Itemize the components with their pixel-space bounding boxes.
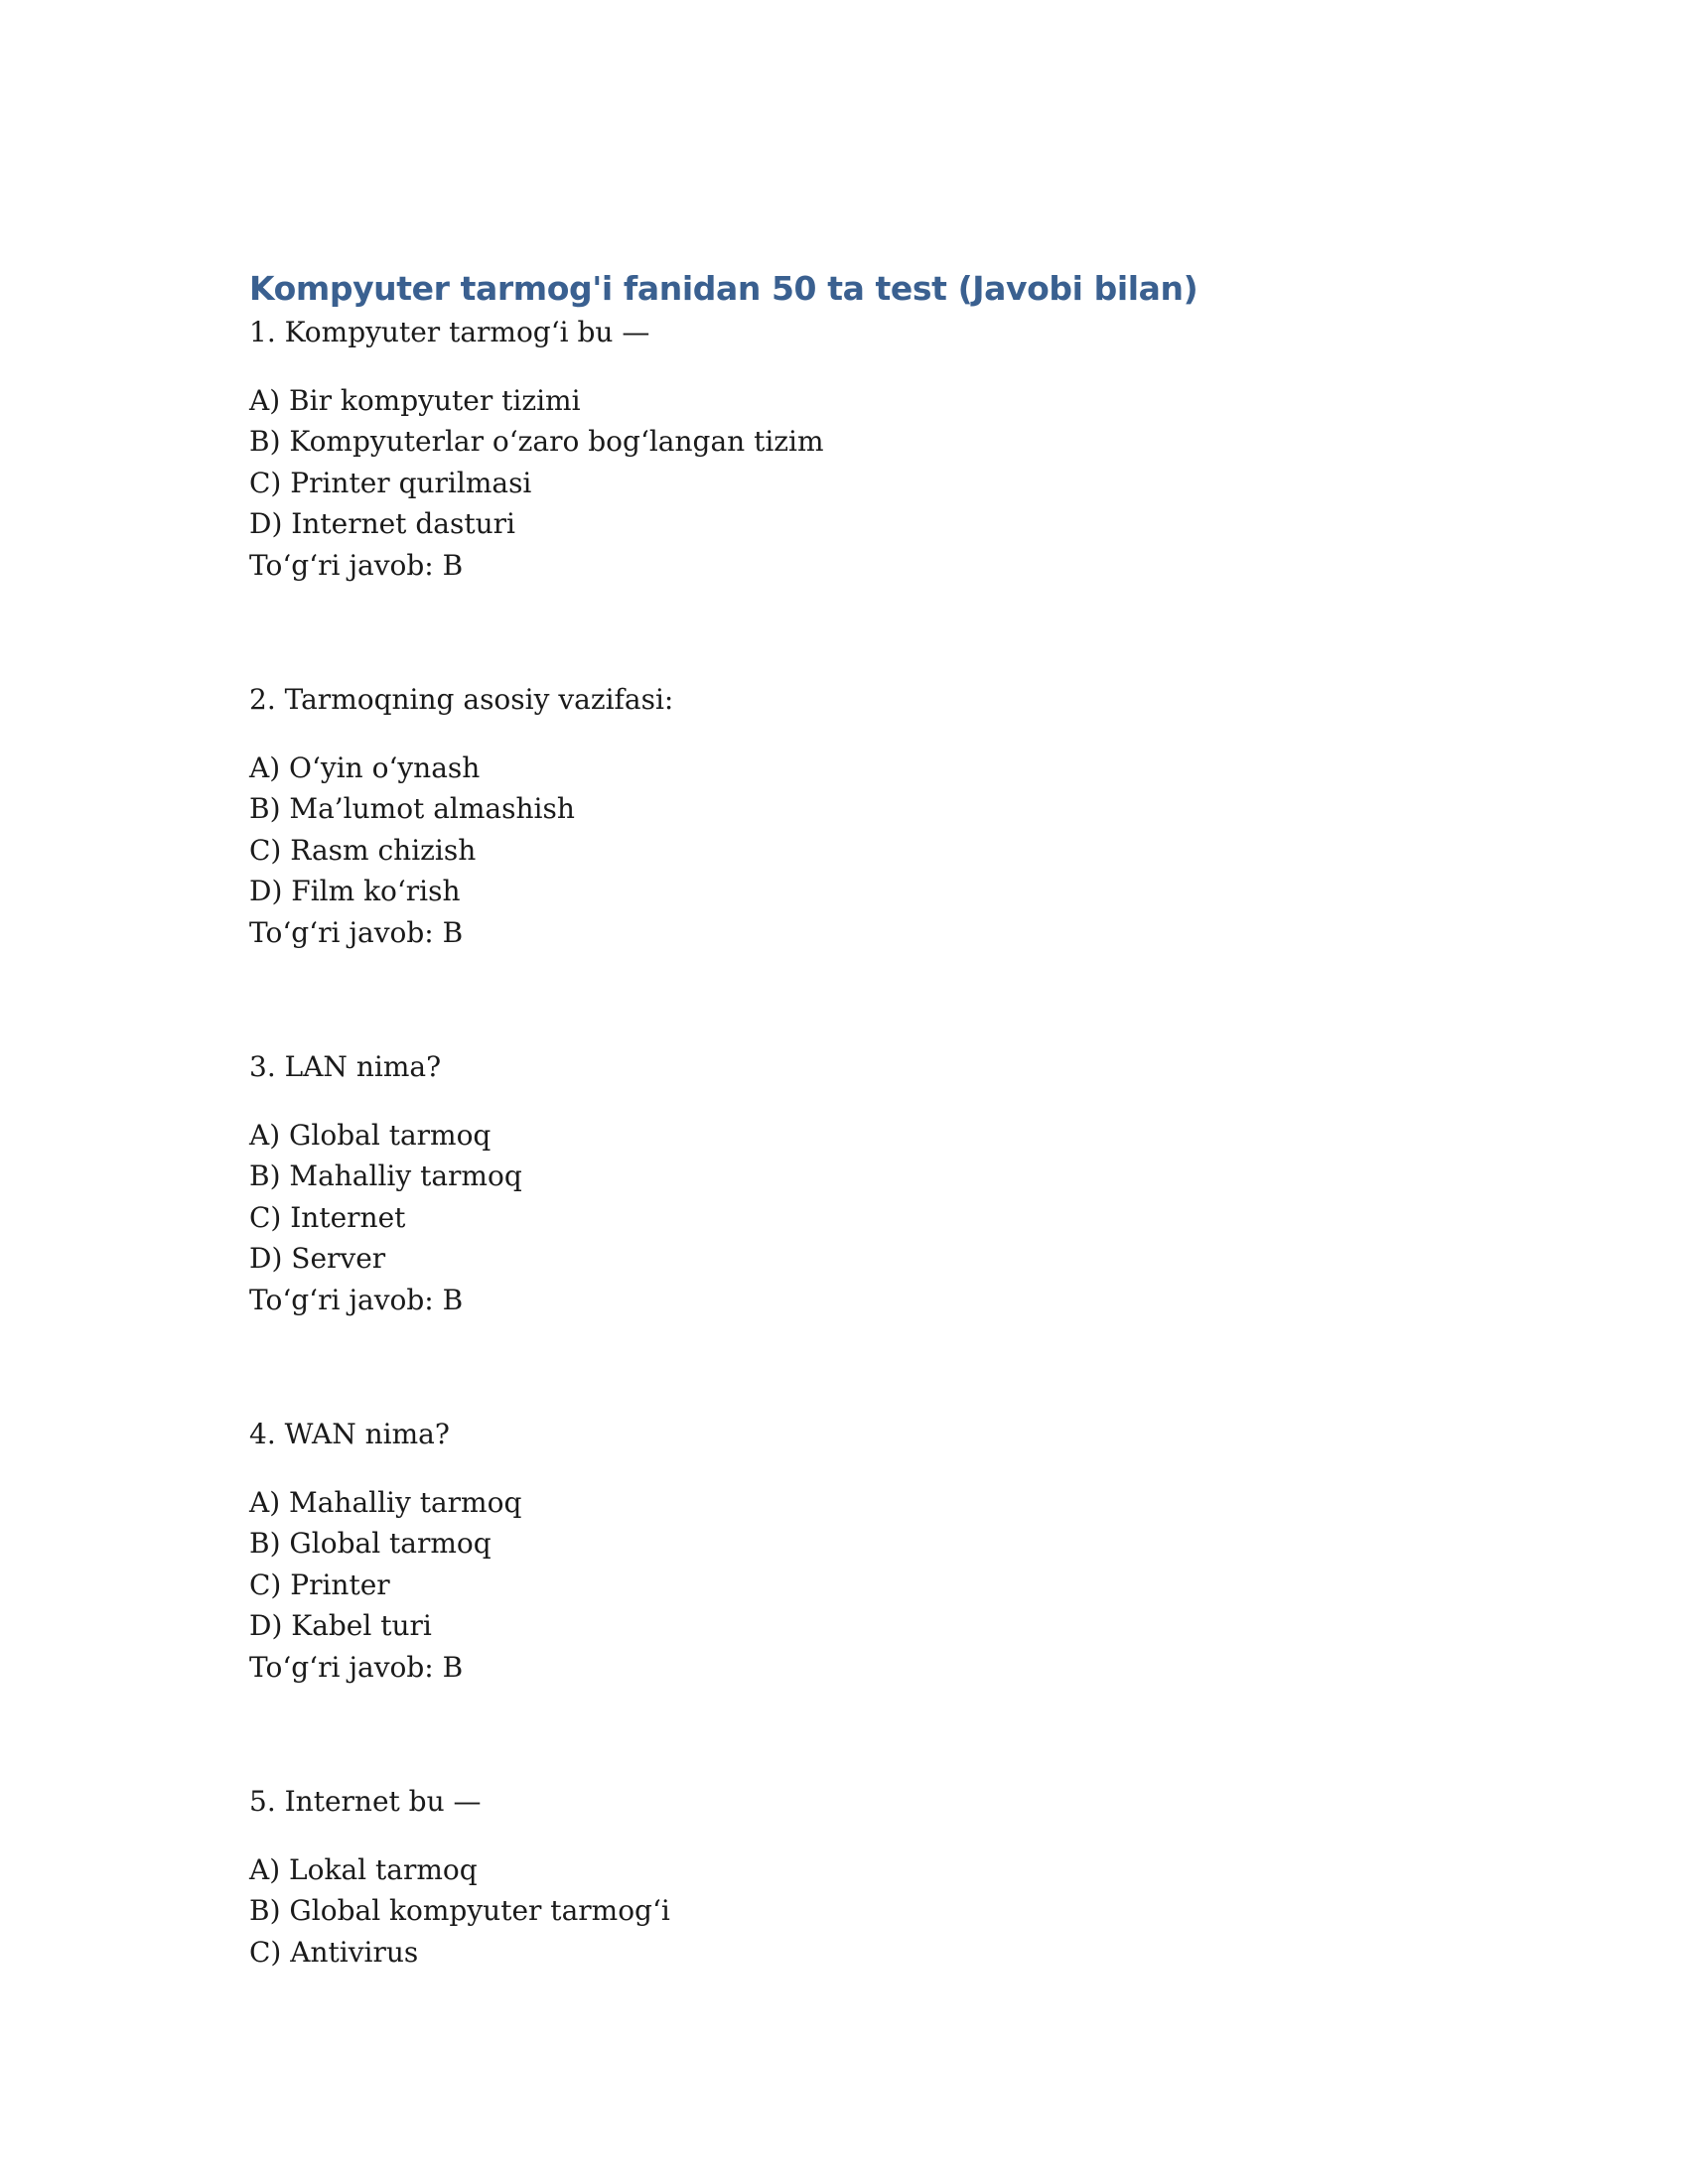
option-text: D) Kabel turi: [249, 1609, 432, 1642]
correct-answer: To‘g‘ri javob: B: [249, 1650, 464, 1684]
option-text: C) Rasm chizish: [249, 833, 477, 867]
question-block: [249, 1414, 1441, 1688]
option-text: B) Mahalliy tarmoq: [249, 1160, 522, 1192]
option-text: A) Bir kompyuter tizimi: [249, 383, 581, 417]
document-content: [249, 266, 1441, 1973]
correct-answer: To‘g‘ri javob: B: [249, 548, 464, 582]
option-text: A) Mahalliy tarmoq: [249, 1485, 522, 1519]
option-list: [249, 1849, 1441, 1974]
question-block: [249, 679, 1441, 953]
option-list: [249, 1482, 1441, 1689]
question-block: [249, 312, 1441, 586]
option-text: C) Internet: [249, 1200, 406, 1234]
question-text: 2. Tarmoqning asosiy vazifasi:: [249, 683, 674, 716]
option-text: A) Global tarmoq: [249, 1118, 492, 1152]
question-block: [249, 1781, 1441, 1973]
correct-answer: To‘g‘ri javob: B: [249, 1283, 464, 1316]
option-text: D) Server: [249, 1242, 386, 1275]
option-list: [249, 1115, 1441, 1321]
option-text: B) Global kompyuter tarmog‘i: [249, 1894, 670, 1927]
question-block: [249, 1046, 1441, 1320]
option-text: B) Kompyuterlar o‘zaro bog‘langan tizim: [249, 425, 824, 458]
option-text: D) Film ko‘rish: [249, 875, 461, 907]
question-list: [249, 312, 1441, 1973]
option-text: A) Lokal tarmoq: [249, 1852, 478, 1886]
question-text: 5. Internet bu —: [249, 1785, 482, 1818]
question-text: 1. Kompyuter tarmog‘i bu —: [249, 316, 650, 348]
option-text: D) Internet dasturi: [249, 507, 515, 540]
option-text: A) O‘yin o‘ynash: [249, 751, 481, 784]
option-text: B) Ma’lumot almashish: [249, 792, 575, 825]
option-text: B) Global tarmoq: [249, 1527, 492, 1560]
option-text: C) Printer: [249, 1568, 390, 1601]
option-text: C) Printer qurilmasi: [249, 466, 532, 499]
question-text: 4. WAN nima?: [249, 1418, 450, 1450]
option-list: [249, 748, 1441, 954]
document-title: Kompyuter tarmog'i fanidan 50 ta test (Javobi bilan): [249, 269, 1198, 308]
option-text: C) Antivirus: [249, 1935, 419, 1969]
question-text: 3. LAN nima?: [249, 1050, 442, 1083]
option-list: [249, 380, 1441, 587]
correct-answer: To‘g‘ri javob: B: [249, 915, 464, 949]
